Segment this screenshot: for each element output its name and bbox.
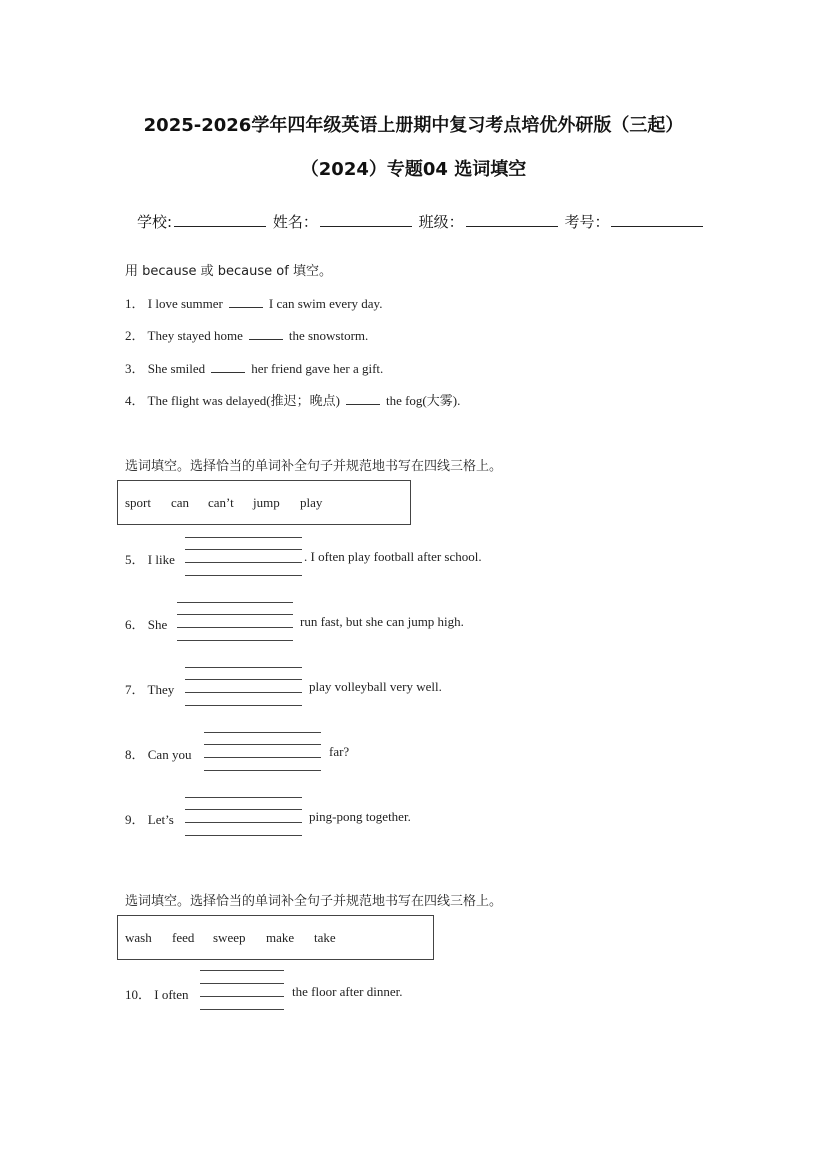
word-bank-word: play — [300, 495, 323, 510]
exam-number-label: 考号： — [564, 213, 610, 231]
answer-blank[interactable] — [229, 297, 263, 308]
question-number: 1． — [125, 296, 145, 311]
answer-blank[interactable] — [211, 362, 245, 373]
word-bank-word: wash — [125, 930, 152, 945]
question-text: the floor after dinner. — [292, 984, 403, 999]
question-text: I love summer — [147, 296, 223, 311]
section2-instruction: 选词填空。选择恰当的单词补全句子并规范地书写在四线三格上。 — [125, 459, 503, 474]
question-text: They stayed home — [147, 328, 243, 343]
word-bank-word: take — [314, 930, 336, 945]
question-number: 7． — [125, 682, 145, 697]
question-text: The flight was delayed(推迟；晚点) — [147, 393, 340, 408]
word-bank-word: jump — [253, 495, 280, 510]
word-bank-1 — [117, 480, 411, 525]
class-blank[interactable] — [466, 212, 558, 227]
question-7 — [125, 679, 174, 698]
question-number: 2． — [125, 328, 145, 343]
question-number: 10． — [125, 987, 152, 1002]
four-line-grid-8[interactable] — [204, 732, 321, 772]
question-number: 3． — [125, 361, 145, 376]
question-number: 8． — [125, 747, 145, 762]
question-text: run fast, but she can jump high. — [300, 614, 464, 629]
question-text: . I often play football after school. — [304, 549, 482, 564]
question-8 — [125, 744, 191, 763]
question-number: 5． — [125, 552, 145, 567]
question-text: Let’s — [147, 812, 174, 827]
class-label: 班级： — [418, 213, 464, 231]
word-bank-word: sport — [125, 495, 151, 510]
word-bank-word: make — [266, 930, 295, 945]
question-text: Can you — [147, 747, 192, 762]
student-info — [137, 211, 705, 232]
answer-blank[interactable] — [346, 394, 380, 405]
question-10 — [125, 984, 189, 1003]
question-text: I can swim every day. — [268, 296, 383, 311]
four-line-grid-10[interactable] — [200, 970, 284, 1010]
question-text: ping-pong together. — [309, 809, 411, 824]
question-9 — [125, 809, 174, 828]
title-line-2: （2024）专题04 选词填空 — [300, 159, 527, 180]
question-text: I like — [147, 552, 175, 567]
four-line-grid-5[interactable] — [185, 537, 302, 577]
question-text: her friend gave her a gift. — [251, 361, 384, 376]
word-bank-word: sweep — [213, 930, 246, 945]
question-text: the fog(大雾). — [385, 393, 461, 408]
four-line-grid-7[interactable] — [185, 667, 302, 707]
question-text: play volleyball very well. — [309, 679, 442, 694]
exam-number-blank[interactable] — [611, 212, 703, 227]
question-text: She smiled — [147, 361, 206, 376]
question-text: She — [147, 617, 168, 632]
question-number: 4． — [125, 393, 145, 408]
question-3 — [125, 358, 383, 377]
question-4 — [125, 390, 460, 409]
question-5 — [125, 549, 175, 568]
question-1 — [125, 293, 382, 312]
school-blank[interactable] — [174, 212, 266, 227]
section1-instruction: 用 because 或 because of 填空。 — [125, 264, 332, 279]
four-line-grid-9[interactable] — [185, 797, 302, 837]
name-blank[interactable] — [320, 212, 412, 227]
name-label: 姓名： — [272, 213, 318, 231]
question-text: far? — [329, 744, 350, 759]
question-text: They — [147, 682, 175, 697]
question-text: I often — [154, 987, 189, 1002]
question-number: 9． — [125, 812, 145, 827]
section3-instruction: 选词填空。选择恰当的单词补全句子并规范地书写在四线三格上。 — [125, 894, 503, 909]
four-line-grid-6[interactable] — [177, 602, 293, 642]
question-2 — [125, 325, 368, 344]
word-bank-word: feed — [172, 930, 195, 945]
word-bank-word: can’t — [208, 495, 234, 510]
title-line-1: 2025-2026学年四年级英语上册期中复习考点培优外研版（三起） — [143, 115, 684, 136]
answer-blank[interactable] — [249, 329, 283, 340]
question-number: 6． — [125, 617, 145, 632]
question-text: the snowstorm. — [288, 328, 369, 343]
school-label: 学校: — [137, 213, 173, 231]
word-bank-2 — [117, 915, 434, 960]
question-6 — [125, 614, 167, 633]
word-bank-word: can — [171, 495, 190, 510]
